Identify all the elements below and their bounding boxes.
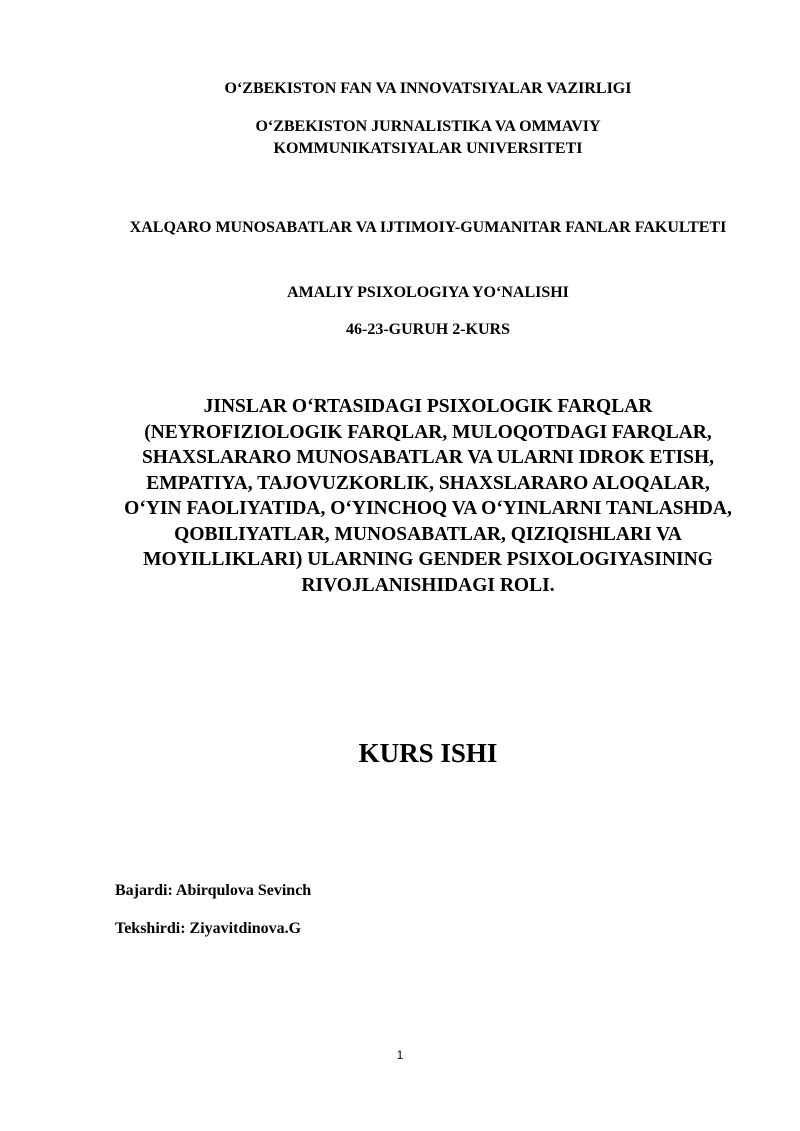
document-type: KURS ISHI [358, 738, 498, 768]
ministry-heading: O‘ZBEKISTON FAN VA INNOVATSIYALAR VAZIRLIGI [224, 80, 632, 97]
page-number: 1 [396, 1048, 404, 1062]
group-heading: 46-23-GURUH 2-KURS [346, 321, 510, 338]
direction-heading: AMALIY PSIXOLOGIYA YO‘NALISHI [287, 284, 569, 301]
topic-title: JINSLAR O‘RTASIDAGI PSIXOLOGIK FARQLAR (NEYROFIZIOLOGIK FARQLAR, MULOQOTDAGI FARQLAR, SHAXSLARARO MUNOSABATLAR VA ULARNI IDROK ETISH, EMPATIYA, TAJOVUZKORLIK, SHAXSLARARO ALOQALAR, O‘YIN FAOLIYATIDA, O‘YINCHOQ VA O‘YINLARNI TANLASHDA, QOBILIYATLAR, MUNOSABATLAR, QIZIQISHLARI VA MOYILLIKLARI) ULARNING GENDER PSIXOLOGIYASINING RIVOJLANISHIDAGI ROLI. [124, 396, 732, 596]
university-heading: O‘ZBEKISTON JURNALISTIKA VA OMMAVIY KOMMUNIKATSIYALAR UNIVERSITETI [255, 118, 601, 157]
checker-line: Tekshirdi: Ziyavitdinova.G [115, 920, 302, 937]
performer-line: Bajardi: Abirqulova Sevinch [115, 882, 312, 899]
faculty-heading: XALQARO MUNOSABATLAR VA IJTIMOIY-GUMANITAR FANLAR FAKULTETI [129, 219, 727, 236]
